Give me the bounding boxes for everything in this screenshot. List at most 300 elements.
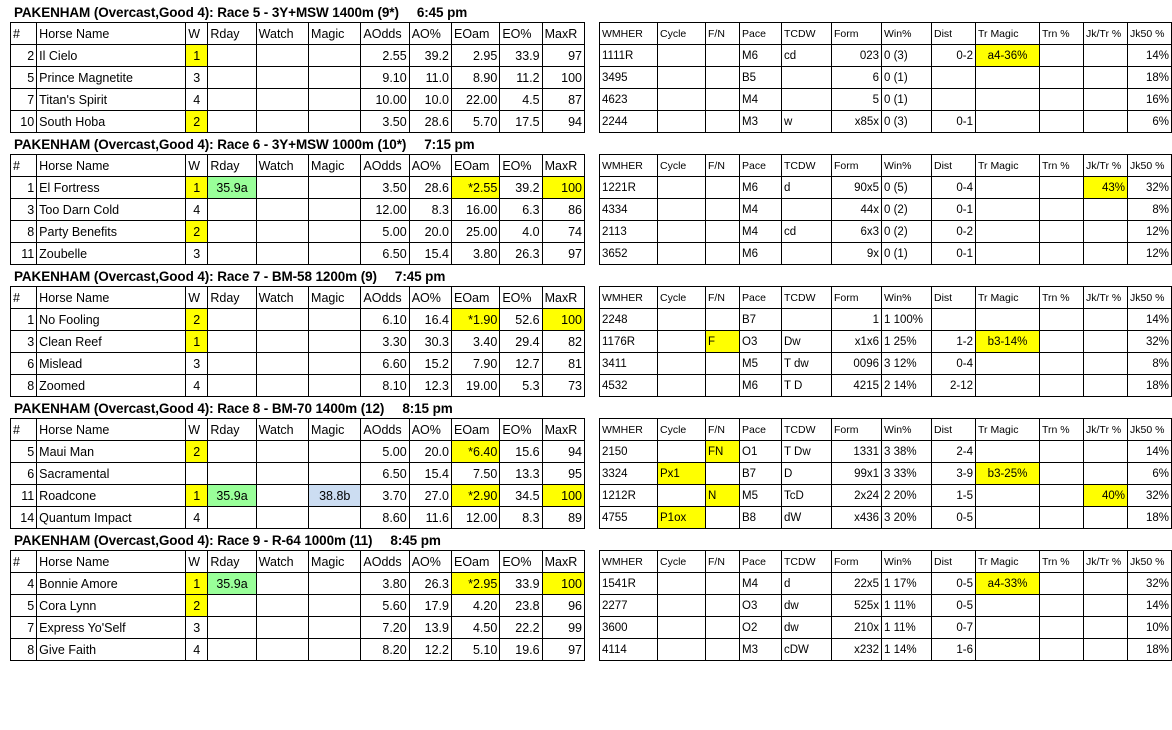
table-row[interactable] <box>11 375 585 397</box>
runner-number: 5 <box>11 441 37 463</box>
tr-magic-value <box>976 375 1040 397</box>
maxr-value: 74 <box>542 221 584 243</box>
eoam-value: *1.90 <box>452 309 500 331</box>
wmher-code: 4114 <box>600 639 658 661</box>
table-row[interactable] <box>600 89 1172 111</box>
race-block <box>0 4 1172 133</box>
magic-value <box>309 507 361 529</box>
eo-percent: 12.7 <box>500 353 542 375</box>
cycle-value <box>658 67 706 89</box>
aodds-value: 8.20 <box>361 639 409 661</box>
column-header: EO% <box>500 287 542 309</box>
column-header: TCDW <box>782 287 832 309</box>
trn-percent <box>1040 89 1084 111</box>
cycle-value <box>658 177 706 199</box>
race-left-table <box>10 154 585 265</box>
column-header: # <box>11 155 37 177</box>
eo-percent: 4.5 <box>500 89 542 111</box>
dist-record: 1-6 <box>932 639 976 661</box>
pace-value: M5 <box>740 485 782 507</box>
runner-number: 7 <box>11 89 37 111</box>
eoam-value: 2.95 <box>452 45 500 67</box>
maxr-value: 81 <box>542 353 584 375</box>
table-row[interactable] <box>600 375 1172 397</box>
column-header: # <box>11 23 37 45</box>
watch-value <box>256 45 308 67</box>
pace-value: M6 <box>740 45 782 67</box>
table-row[interactable] <box>11 595 585 617</box>
horse-name: Mislead <box>37 353 186 375</box>
win-percent: 1 11% <box>882 595 932 617</box>
wmher-code: 3324 <box>600 463 658 485</box>
column-header: F/N <box>706 155 740 177</box>
wmher-code: 1212R <box>600 485 658 507</box>
pace-value: M4 <box>740 89 782 111</box>
table-header-row <box>11 419 585 441</box>
form-value: x85x <box>832 111 882 133</box>
column-header: # <box>11 551 37 573</box>
trn-percent <box>1040 45 1084 67</box>
form-value: 6 <box>832 67 882 89</box>
eoam-value: 12.00 <box>452 507 500 529</box>
magic-value <box>309 639 361 661</box>
ao-percent: 11.6 <box>409 507 451 529</box>
table-row[interactable] <box>11 67 585 89</box>
horse-name: Too Darn Cold <box>37 199 186 221</box>
table-row[interactable] <box>11 243 585 265</box>
tr-magic-value <box>976 309 1040 331</box>
table-row[interactable] <box>11 177 585 199</box>
tr-magic-value: b3-14% <box>976 331 1040 353</box>
table-row[interactable] <box>11 353 585 375</box>
watch-value <box>256 199 308 221</box>
w-rank: 1 <box>186 485 208 507</box>
column-header: F/N <box>706 287 740 309</box>
aodds-value: 7.20 <box>361 617 409 639</box>
table-row[interactable] <box>11 639 585 661</box>
form-value: 90x5 <box>832 177 882 199</box>
fn-value <box>706 111 740 133</box>
table-row[interactable] <box>600 353 1172 375</box>
trn-percent <box>1040 309 1084 331</box>
maxr-value: 100 <box>542 177 584 199</box>
rday-value <box>208 45 256 67</box>
tcdw-value: cd <box>782 45 832 67</box>
trn-percent <box>1040 111 1084 133</box>
aodds-value: 10.00 <box>361 89 409 111</box>
w-rank: 1 <box>186 573 208 595</box>
tcdw-value: d <box>782 573 832 595</box>
ao-percent: 27.0 <box>409 485 451 507</box>
watch-value <box>256 595 308 617</box>
eoam-value: *6.40 <box>452 441 500 463</box>
cycle-value <box>658 111 706 133</box>
fn-value <box>706 573 740 595</box>
tr-magic-value <box>976 595 1040 617</box>
w-rank: 1 <box>186 177 208 199</box>
pace-value: B8 <box>740 507 782 529</box>
tcdw-value <box>782 243 832 265</box>
table-row[interactable] <box>11 89 585 111</box>
w-rank: 1 <box>186 45 208 67</box>
trn-percent <box>1040 199 1084 221</box>
column-header: Watch <box>256 155 308 177</box>
runner-number: 8 <box>11 639 37 661</box>
watch-value <box>256 111 308 133</box>
dist-record: 0-7 <box>932 617 976 639</box>
column-header: Cycle <box>658 419 706 441</box>
rday-value <box>208 639 256 661</box>
horse-name: Zoubelle <box>37 243 186 265</box>
wmher-code: 1111R <box>600 45 658 67</box>
trn-percent <box>1040 617 1084 639</box>
table-row[interactable] <box>11 507 585 529</box>
dist-record: 0-5 <box>932 507 976 529</box>
race-title <box>0 400 1172 418</box>
table-row[interactable] <box>11 463 585 485</box>
eoam-value: 7.90 <box>452 353 500 375</box>
race-title-text: PAKENHAM (Overcast,Good 4): Race 5 - 3Y+MSW 1400m (9*) <box>14 5 399 20</box>
cycle-value <box>658 243 706 265</box>
jk50-percent: 18% <box>1128 67 1172 89</box>
column-header: Cycle <box>658 155 706 177</box>
magic-value <box>309 309 361 331</box>
trn-percent <box>1040 221 1084 243</box>
trn-percent <box>1040 463 1084 485</box>
cycle-value <box>658 45 706 67</box>
jk50-percent: 32% <box>1128 485 1172 507</box>
column-header: W <box>186 287 208 309</box>
wmher-code: 4334 <box>600 199 658 221</box>
race-block <box>0 268 1172 397</box>
win-percent: 3 12% <box>882 353 932 375</box>
trn-percent <box>1040 177 1084 199</box>
w-rank: 4 <box>186 639 208 661</box>
table-row[interactable] <box>11 111 585 133</box>
w-rank: 2 <box>186 309 208 331</box>
rday-value <box>208 595 256 617</box>
cycle-value <box>658 485 706 507</box>
trn-percent <box>1040 331 1084 353</box>
win-percent: 3 38% <box>882 441 932 463</box>
column-header: MaxR <box>542 287 584 309</box>
eo-percent: 8.3 <box>500 507 542 529</box>
horse-name: Zoomed <box>37 375 186 397</box>
table-row[interactable] <box>11 199 585 221</box>
eo-percent: 29.4 <box>500 331 542 353</box>
win-percent: 3 33% <box>882 463 932 485</box>
aodds-value: 3.50 <box>361 177 409 199</box>
tcdw-value: T Dw <box>782 441 832 463</box>
column-header: Watch <box>256 551 308 573</box>
table-row[interactable] <box>600 309 1172 331</box>
ao-percent: 8.3 <box>409 199 451 221</box>
table-row[interactable] <box>600 331 1172 353</box>
tr-magic-value <box>976 617 1040 639</box>
ao-percent: 30.3 <box>409 331 451 353</box>
column-header: Rday <box>208 23 256 45</box>
jk-tr-percent <box>1084 595 1128 617</box>
table-row[interactable] <box>600 485 1172 507</box>
watch-value <box>256 353 308 375</box>
column-header: Form <box>832 23 882 45</box>
form-value: 1331 <box>832 441 882 463</box>
column-header: Cycle <box>658 551 706 573</box>
magic-value <box>309 199 361 221</box>
pace-value: M6 <box>740 177 782 199</box>
watch-value <box>256 617 308 639</box>
column-header: Jk50 % <box>1128 551 1172 573</box>
column-header: Magic <box>309 419 361 441</box>
rday-value: 35.9a <box>208 177 256 199</box>
table-row[interactable] <box>11 573 585 595</box>
runner-number: 8 <box>11 221 37 243</box>
wmher-code: 2277 <box>600 595 658 617</box>
column-header: Tr Magic <box>976 551 1040 573</box>
column-header: TCDW <box>782 551 832 573</box>
w-rank: 3 <box>186 617 208 639</box>
column-header: AO% <box>409 419 451 441</box>
column-header: Pace <box>740 419 782 441</box>
trn-percent <box>1040 441 1084 463</box>
ao-percent: 15.4 <box>409 243 451 265</box>
horse-name: Party Benefits <box>37 221 186 243</box>
eoam-value: 5.10 <box>452 639 500 661</box>
table-row[interactable] <box>600 573 1172 595</box>
table-row[interactable] <box>600 177 1172 199</box>
runner-number: 1 <box>11 309 37 331</box>
form-value: x1x6 <box>832 331 882 353</box>
dist-record: 3-9 <box>932 463 976 485</box>
form-value: 0096 <box>832 353 882 375</box>
horse-name: Titan's Spirit <box>37 89 186 111</box>
win-percent: 1 25% <box>882 331 932 353</box>
tcdw-value: d <box>782 177 832 199</box>
tcdw-value <box>782 89 832 111</box>
form-value: x232 <box>832 639 882 661</box>
trn-percent <box>1040 639 1084 661</box>
horse-name: Roadcone <box>37 485 186 507</box>
fn-value <box>706 507 740 529</box>
race-start-time: 8:45 pm <box>390 533 441 548</box>
w-rank: 4 <box>186 507 208 529</box>
wmher-code: 4623 <box>600 89 658 111</box>
form-value: 4215 <box>832 375 882 397</box>
w-rank: 4 <box>186 89 208 111</box>
race-title <box>0 268 1172 286</box>
horse-name: Il Cielo <box>37 45 186 67</box>
table-header-row <box>11 155 585 177</box>
pace-value: B7 <box>740 309 782 331</box>
watch-value <box>256 309 308 331</box>
tr-magic-value <box>976 67 1040 89</box>
jk-tr-percent <box>1084 111 1128 133</box>
table-row[interactable] <box>600 45 1172 67</box>
column-header: MaxR <box>542 419 584 441</box>
column-header: Rday <box>208 155 256 177</box>
form-value: 44x <box>832 199 882 221</box>
ao-percent: 12.3 <box>409 375 451 397</box>
eo-percent: 33.9 <box>500 573 542 595</box>
race-left-table <box>10 418 585 529</box>
watch-value <box>256 441 308 463</box>
table-row[interactable] <box>600 441 1172 463</box>
column-header: Dist <box>932 287 976 309</box>
pace-value: O2 <box>740 617 782 639</box>
magic-value <box>309 573 361 595</box>
race-tables-row <box>0 550 1172 661</box>
table-row[interactable] <box>600 595 1172 617</box>
eoam-value: 19.00 <box>452 375 500 397</box>
table-row[interactable] <box>600 221 1172 243</box>
cycle-value <box>658 375 706 397</box>
column-header: Pace <box>740 551 782 573</box>
column-header: WMHER <box>600 287 658 309</box>
dist-record: 0-2 <box>932 221 976 243</box>
trn-percent <box>1040 485 1084 507</box>
column-header: AO% <box>409 551 451 573</box>
rday-value <box>208 617 256 639</box>
jk50-percent: 12% <box>1128 243 1172 265</box>
column-header: MaxR <box>542 551 584 573</box>
rday-value <box>208 309 256 331</box>
column-header: Magic <box>309 155 361 177</box>
maxr-value: 99 <box>542 617 584 639</box>
eoam-value: 5.70 <box>452 111 500 133</box>
column-header: Horse Name <box>37 287 186 309</box>
table-row[interactable] <box>600 199 1172 221</box>
ao-percent: 11.0 <box>409 67 451 89</box>
eoam-value: *2.55 <box>452 177 500 199</box>
table-header-row <box>600 551 1172 573</box>
race-right-table <box>599 550 1172 661</box>
table-row[interactable] <box>600 639 1172 661</box>
runner-number: 14 <box>11 507 37 529</box>
column-header: Jk50 % <box>1128 419 1172 441</box>
table-row[interactable] <box>11 441 585 463</box>
column-header: Watch <box>256 23 308 45</box>
horse-name: Cora Lynn <box>37 595 186 617</box>
cycle-value <box>658 573 706 595</box>
w-rank <box>186 463 208 485</box>
dist-record: 0-4 <box>932 353 976 375</box>
jk-tr-percent <box>1084 199 1128 221</box>
win-percent: 0 (1) <box>882 243 932 265</box>
race-tables-row <box>0 154 1172 265</box>
column-header: Win% <box>882 155 932 177</box>
cycle-value <box>658 89 706 111</box>
jk-tr-percent: 40% <box>1084 485 1128 507</box>
race-block <box>0 400 1172 529</box>
fn-value <box>706 595 740 617</box>
eo-percent: 34.5 <box>500 485 542 507</box>
jk50-percent: 14% <box>1128 45 1172 67</box>
table-row[interactable] <box>11 221 585 243</box>
column-header: Magic <box>309 23 361 45</box>
jk50-percent: 12% <box>1128 221 1172 243</box>
eoam-value: *2.90 <box>452 485 500 507</box>
pace-value: B5 <box>740 67 782 89</box>
ao-percent: 13.9 <box>409 617 451 639</box>
watch-value <box>256 485 308 507</box>
ao-percent: 17.9 <box>409 595 451 617</box>
win-percent: 2 14% <box>882 375 932 397</box>
form-value: x436 <box>832 507 882 529</box>
race-left-table <box>10 286 585 397</box>
aodds-value: 3.80 <box>361 573 409 595</box>
aodds-value: 3.50 <box>361 111 409 133</box>
jk50-percent: 32% <box>1128 331 1172 353</box>
magic-value <box>309 595 361 617</box>
form-value: 2x24 <box>832 485 882 507</box>
race-tables-row <box>0 286 1172 397</box>
horse-name: Express Yo'Self <box>37 617 186 639</box>
column-header: Dist <box>932 419 976 441</box>
table-row[interactable] <box>600 463 1172 485</box>
eoam-value: 4.20 <box>452 595 500 617</box>
table-row[interactable] <box>11 309 585 331</box>
table-row[interactable] <box>11 45 585 67</box>
column-header: Dist <box>932 23 976 45</box>
tr-magic-value <box>976 441 1040 463</box>
magic-value <box>309 441 361 463</box>
magic-value <box>309 375 361 397</box>
cycle-value <box>658 309 706 331</box>
race-start-time: 7:15 pm <box>424 137 475 152</box>
pace-value: O1 <box>740 441 782 463</box>
table-row[interactable] <box>11 617 585 639</box>
eo-percent: 22.2 <box>500 617 542 639</box>
win-percent: 2 20% <box>882 485 932 507</box>
pace-value: O3 <box>740 331 782 353</box>
pace-value: M4 <box>740 221 782 243</box>
maxr-value: 100 <box>542 485 584 507</box>
tcdw-value: Dw <box>782 331 832 353</box>
tr-magic-value <box>976 221 1040 243</box>
column-header: EOam <box>452 23 500 45</box>
column-header: MaxR <box>542 155 584 177</box>
table-row[interactable] <box>600 111 1172 133</box>
table-row[interactable] <box>600 67 1172 89</box>
magic-value <box>309 111 361 133</box>
cycle-value <box>658 199 706 221</box>
table-row[interactable] <box>600 617 1172 639</box>
maxr-value: 100 <box>542 67 584 89</box>
table-row[interactable] <box>11 331 585 353</box>
ao-percent: 16.4 <box>409 309 451 331</box>
pace-value: M6 <box>740 375 782 397</box>
column-header: Horse Name <box>37 551 186 573</box>
trn-percent <box>1040 353 1084 375</box>
table-row[interactable] <box>600 243 1172 265</box>
column-header: Jk/Tr % <box>1084 551 1128 573</box>
tr-magic-value <box>976 507 1040 529</box>
race-title <box>0 136 1172 154</box>
column-header: EOam <box>452 287 500 309</box>
fn-value <box>706 353 740 375</box>
table-row[interactable] <box>11 485 585 507</box>
w-rank: 3 <box>186 67 208 89</box>
race-start-time: 7:45 pm <box>394 269 446 284</box>
win-percent: 0 (1) <box>882 67 932 89</box>
rday-value: 35.9a <box>208 573 256 595</box>
cycle-value <box>658 441 706 463</box>
eo-percent: 11.2 <box>500 67 542 89</box>
column-header: Rday <box>208 287 256 309</box>
table-row[interactable] <box>600 507 1172 529</box>
jk-tr-percent <box>1084 573 1128 595</box>
horse-name: Sacramental <box>37 463 186 485</box>
